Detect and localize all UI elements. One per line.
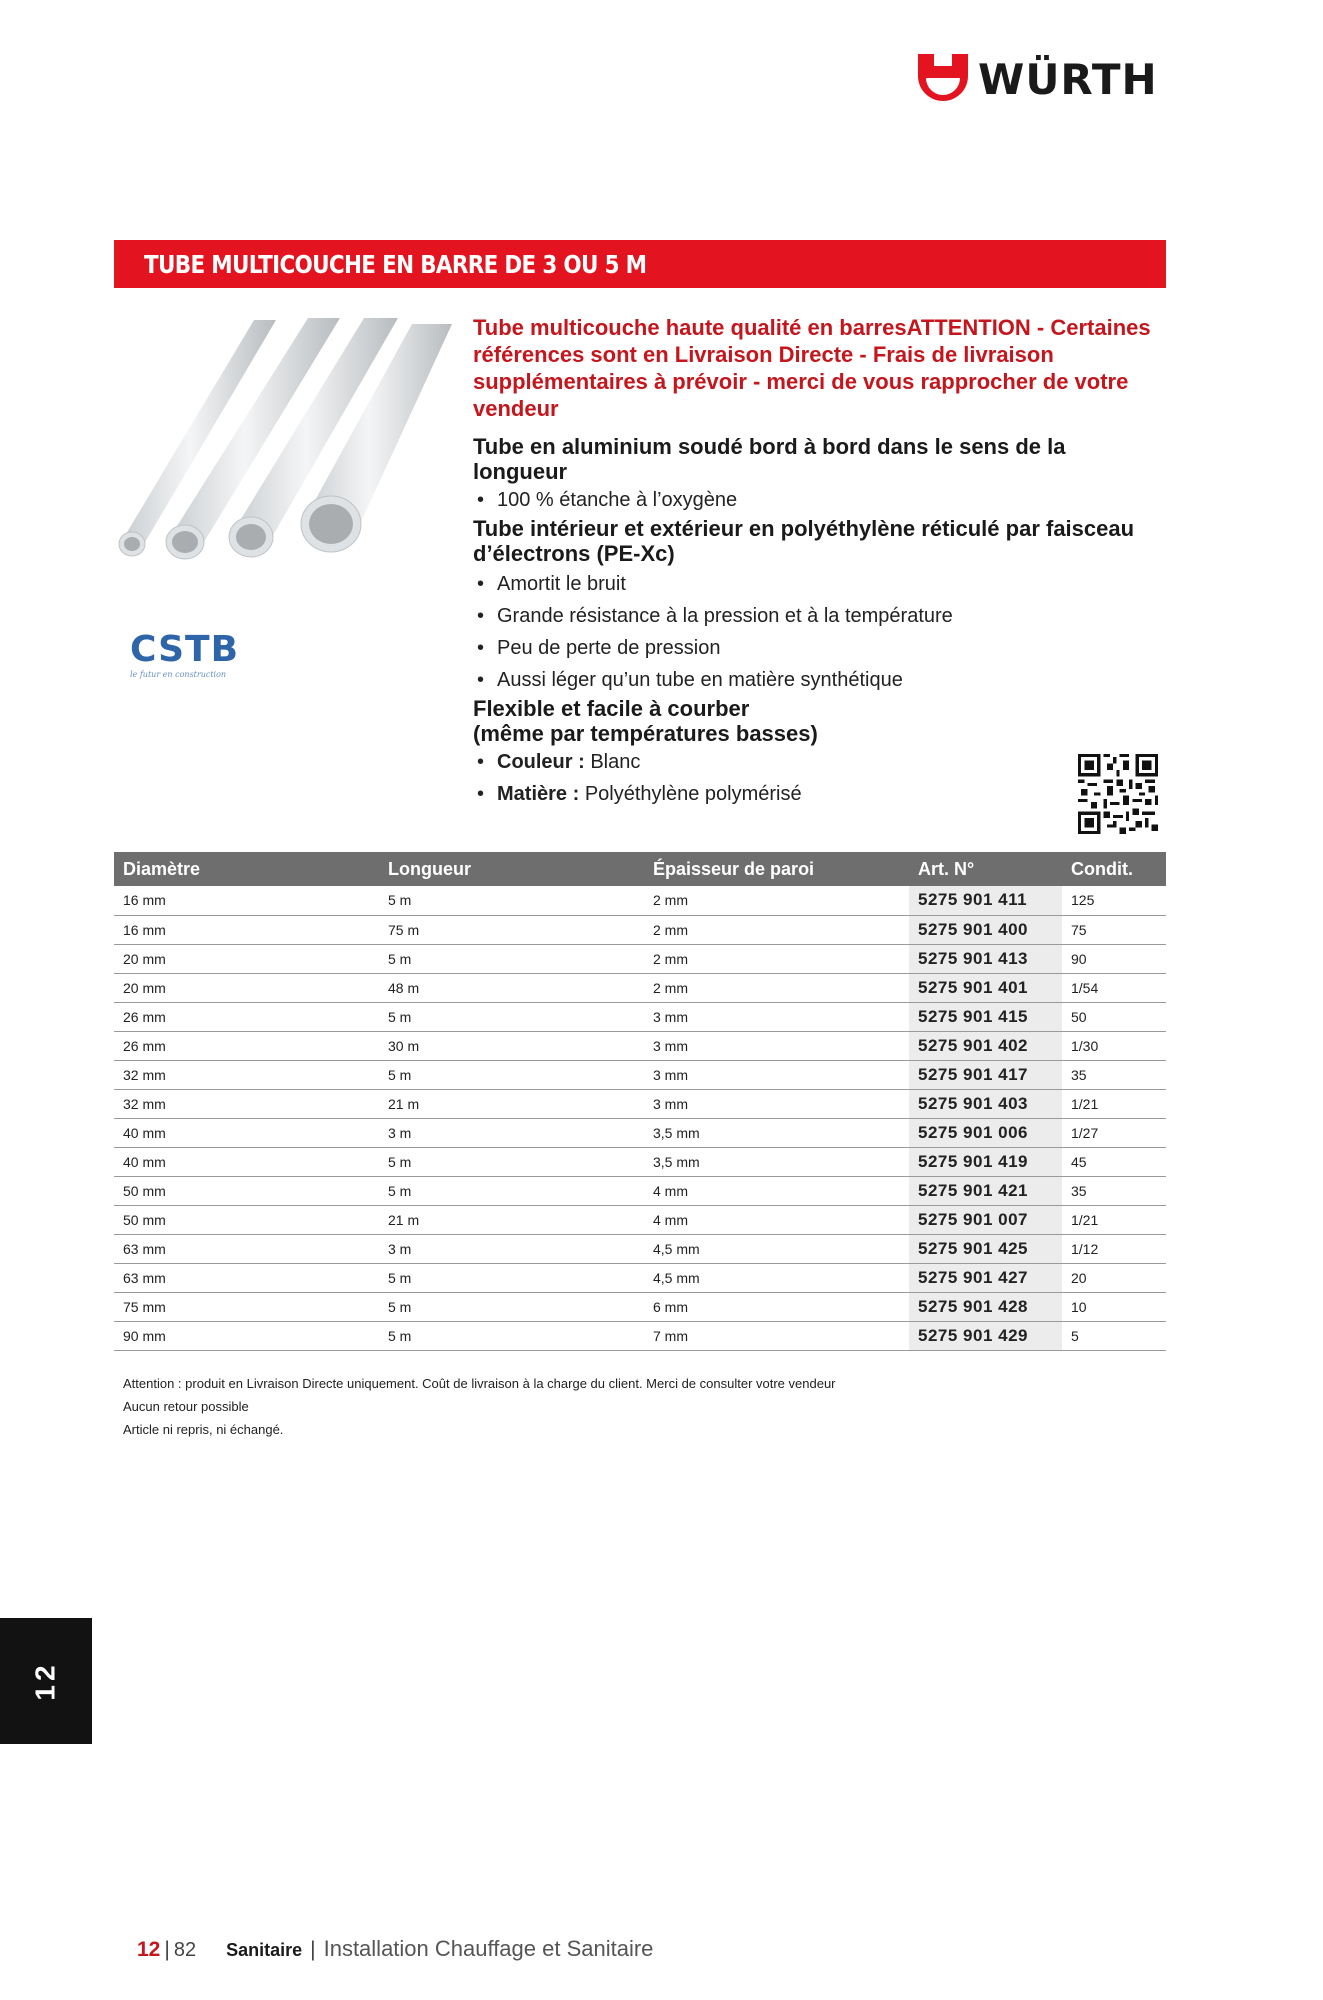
footer-subsection: Installation Chauffage et Sanitaire	[323, 1936, 654, 1961]
cell-condit: 75	[1062, 915, 1166, 944]
cell-diametre: 50 mm	[114, 1176, 379, 1205]
chapter-tab	[0, 1618, 92, 1744]
cell-art-no: 5275 901 006	[909, 1118, 1062, 1147]
table-row	[114, 973, 1166, 1002]
cell-diametre: 75 mm	[114, 1292, 379, 1321]
cell-longueur: 48 m	[379, 973, 644, 1002]
col-epaisseur: Épaisseur de paroi	[644, 852, 909, 886]
cell-epaisseur: 3 mm	[644, 1060, 909, 1089]
table-row	[114, 1292, 1166, 1321]
footer-separator-2: |	[310, 1938, 316, 1961]
cell-condit: 1/54	[1062, 973, 1166, 1002]
spec-material-value: Polyéthylène polymérisé	[584, 783, 802, 805]
feature-flexible-note: (même par températures basses)	[473, 721, 818, 746]
cell-longueur: 5 m	[379, 1321, 644, 1350]
delivery-alert: Tube multicouche haute qualité en barresATTENTION - Certaines références sont en Livraison Directe - Frais de livraison supplémentaires à prévoir - merci de vous rapprocher de votre vendeur	[473, 315, 1151, 421]
cell-condit: 1/30	[1062, 1031, 1166, 1060]
chapter-tab-number: 12	[30, 1661, 61, 1701]
cell-longueur: 3 m	[379, 1118, 644, 1147]
cell-art-no: 5275 901 413	[909, 944, 1062, 973]
page-footer	[137, 1936, 653, 1962]
wurth-logo-icon	[918, 54, 968, 106]
cell-diametre: 26 mm	[114, 1031, 379, 1060]
cell-epaisseur: 3 mm	[644, 1031, 909, 1060]
cell-epaisseur: 2 mm	[644, 973, 909, 1002]
cstb-name: CSTB	[130, 629, 240, 670]
footer-separator: |	[164, 1938, 170, 1961]
col-diametre: Diamètre	[114, 852, 379, 886]
note-no-return: Aucun retour possible	[123, 1399, 249, 1414]
cell-longueur: 5 m	[379, 886, 644, 915]
brand-name: WÜRTH	[978, 55, 1158, 104]
cell-diametre: 16 mm	[114, 915, 379, 944]
cstb-certification-logo	[130, 629, 240, 679]
cell-longueur: 30 m	[379, 1031, 644, 1060]
bullet-item: • Peu de perte de pression	[473, 632, 1153, 664]
cell-art-no: 5275 901 007	[909, 1205, 1062, 1234]
cell-diametre: 16 mm	[114, 886, 379, 915]
footer-page-number: 82	[173, 1939, 197, 1961]
footnotes	[123, 1372, 836, 1441]
spec-material	[473, 778, 1153, 810]
cell-art-no: 5275 901 427	[909, 1263, 1062, 1292]
table-row	[114, 944, 1166, 973]
cell-condit: 35	[1062, 1176, 1166, 1205]
table-header-row	[114, 852, 1166, 886]
table-row	[114, 1031, 1166, 1060]
cell-condit: 1/21	[1062, 1089, 1166, 1118]
cell-diametre: 20 mm	[114, 973, 379, 1002]
cell-art-no: 5275 901 400	[909, 915, 1062, 944]
cell-epaisseur: 2 mm	[644, 915, 909, 944]
feature-polyethylene: Tube intérieur et extérieur en polyéthylène réticulé par faisceau d’électrons (PE-Xc)	[473, 516, 1135, 566]
cell-longueur: 75 m	[379, 915, 644, 944]
cell-art-no: 5275 901 415	[909, 1002, 1062, 1031]
specifications-table	[114, 852, 1166, 1351]
cell-epaisseur: 2 mm	[644, 886, 909, 915]
bullet-item: • Grande résistance à la pression et à la température	[473, 600, 1153, 632]
cell-diametre: 32 mm	[114, 1089, 379, 1118]
table-row	[114, 1060, 1166, 1089]
cell-art-no: 5275 901 401	[909, 973, 1062, 1002]
feature-polyethylene-bullets	[473, 568, 1153, 696]
cell-condit: 45	[1062, 1147, 1166, 1176]
cell-longueur: 3 m	[379, 1234, 644, 1263]
feature-aluminium: Tube en aluminium soudé bord à bord dans le sens de la longueur	[473, 434, 1066, 484]
note-delivery: Attention : produit en Livraison Directe uniquement. Coût de livraison à la charge du client. Merci de consulter votre vendeur	[123, 1376, 836, 1391]
spec-material-label: Matière :	[497, 783, 580, 805]
table-row	[114, 1234, 1166, 1263]
footer-section: Sanitaire	[226, 1940, 303, 1960]
cell-condit: 5	[1062, 1321, 1166, 1350]
qr-code-icon[interactable]	[1078, 754, 1158, 834]
bullet-item: • Aussi léger qu’un tube en matière synthétique	[473, 664, 1153, 696]
cell-condit: 35	[1062, 1060, 1166, 1089]
cell-epaisseur: 6 mm	[644, 1292, 909, 1321]
cell-diametre: 40 mm	[114, 1118, 379, 1147]
cell-diametre: 20 mm	[114, 944, 379, 973]
table-row	[114, 1147, 1166, 1176]
table-row	[114, 1176, 1166, 1205]
cell-epaisseur: 4 mm	[644, 1176, 909, 1205]
bullet-item: • 100 % étanche à l’oxygène	[473, 484, 1153, 516]
col-condit: Condit.	[1062, 852, 1166, 886]
table-row	[114, 915, 1166, 944]
spec-list	[473, 746, 1153, 810]
product-title-bar	[114, 240, 1166, 288]
cell-condit: 50	[1062, 1002, 1166, 1031]
cell-epaisseur: 4 mm	[644, 1205, 909, 1234]
footer-chapter: 12	[137, 1938, 161, 1961]
cell-epaisseur: 2 mm	[644, 944, 909, 973]
cell-epaisseur: 4,5 mm	[644, 1263, 909, 1292]
cell-epaisseur: 3 mm	[644, 1089, 909, 1118]
note-no-exchange: Article ni repris, ni échangé.	[123, 1422, 284, 1437]
cell-diametre: 63 mm	[114, 1234, 379, 1263]
cell-art-no: 5275 901 421	[909, 1176, 1062, 1205]
cell-diametre: 32 mm	[114, 1060, 379, 1089]
cell-condit: 1/21	[1062, 1205, 1166, 1234]
cell-longueur: 5 m	[379, 944, 644, 973]
cell-diametre: 63 mm	[114, 1263, 379, 1292]
cell-condit: 1/27	[1062, 1118, 1166, 1147]
cell-diametre: 40 mm	[114, 1147, 379, 1176]
cell-condit: 125	[1062, 886, 1166, 915]
product-title: TUBE MULTICOUCHE EN BARRE DE 3 OU 5 M	[144, 249, 647, 279]
table-row	[114, 1118, 1166, 1147]
pipes-image	[112, 312, 452, 572]
cell-diametre: 26 mm	[114, 1002, 379, 1031]
table-row	[114, 1263, 1166, 1292]
cell-longueur: 5 m	[379, 1147, 644, 1176]
cell-diametre: 90 mm	[114, 1321, 379, 1350]
table-row	[114, 1321, 1166, 1350]
cell-longueur: 5 m	[379, 1176, 644, 1205]
table-row	[114, 1089, 1166, 1118]
spec-color	[473, 746, 1153, 778]
feature-aluminium-bullets	[473, 484, 1153, 516]
cell-epaisseur: 3 mm	[644, 1002, 909, 1031]
table-row	[114, 886, 1166, 915]
cell-art-no: 5275 901 425	[909, 1234, 1062, 1263]
cell-condit: 90	[1062, 944, 1166, 973]
cell-longueur: 21 m	[379, 1205, 644, 1234]
spec-color-label: Couleur :	[497, 751, 585, 773]
cstb-tagline: le futur en construction	[130, 670, 227, 679]
cell-epaisseur: 3,5 mm	[644, 1118, 909, 1147]
cell-art-no: 5275 901 429	[909, 1321, 1062, 1350]
cell-longueur: 5 m	[379, 1263, 644, 1292]
cell-longueur: 5 m	[379, 1292, 644, 1321]
cell-art-no: 5275 901 402	[909, 1031, 1062, 1060]
cell-epaisseur: 3,5 mm	[644, 1147, 909, 1176]
spec-color-value: Blanc	[590, 751, 641, 773]
cell-diametre: 50 mm	[114, 1205, 379, 1234]
cell-art-no: 5275 901 417	[909, 1060, 1062, 1089]
cell-epaisseur: 7 mm	[644, 1321, 909, 1350]
bullet-item: • Amortit le bruit	[473, 568, 1153, 600]
cell-art-no: 5275 901 411	[909, 886, 1062, 915]
col-art-no: Art. N°	[909, 852, 1062, 886]
wurth-logo	[918, 52, 1158, 108]
product-description	[473, 314, 1153, 810]
cell-art-no: 5275 901 428	[909, 1292, 1062, 1321]
cell-condit: 20	[1062, 1263, 1166, 1292]
table-row	[114, 1002, 1166, 1031]
cell-longueur: 21 m	[379, 1089, 644, 1118]
feature-flexible: Flexible et facile à courber	[473, 696, 750, 721]
col-longueur: Longueur	[379, 852, 644, 886]
cell-longueur: 5 m	[379, 1002, 644, 1031]
cell-art-no: 5275 901 419	[909, 1147, 1062, 1176]
cell-longueur: 5 m	[379, 1060, 644, 1089]
cell-condit: 1/12	[1062, 1234, 1166, 1263]
cell-epaisseur: 4,5 mm	[644, 1234, 909, 1263]
cell-condit: 10	[1062, 1292, 1166, 1321]
cell-art-no: 5275 901 403	[909, 1089, 1062, 1118]
table-row	[114, 1205, 1166, 1234]
